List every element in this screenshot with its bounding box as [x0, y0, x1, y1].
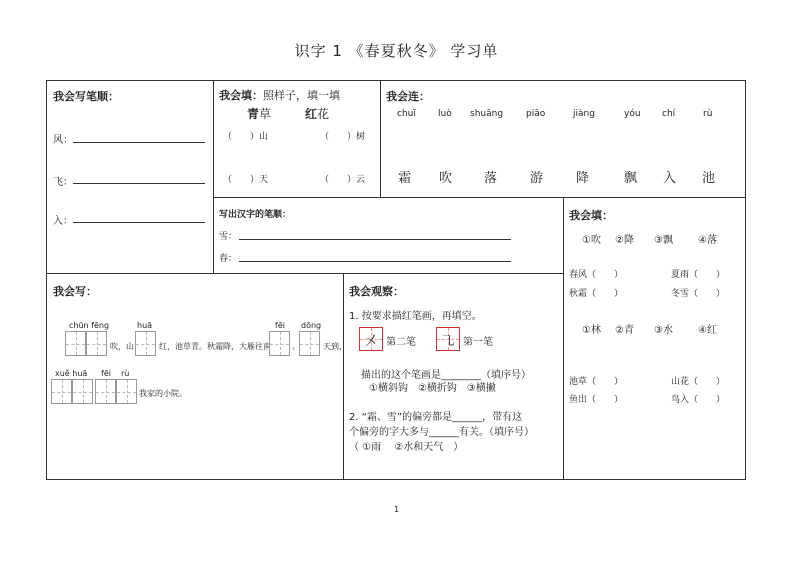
example-char-bold: 红 — [305, 107, 318, 121]
option: ①林 — [582, 325, 601, 336]
write-heading: 我会写： — [53, 285, 97, 298]
write-order-heading: 我会写笔顺： — [53, 90, 119, 103]
divider — [47, 273, 563, 274]
stroke-order-answer-line[interactable] — [239, 239, 511, 240]
trace-char: ㇈ — [440, 332, 456, 350]
fill-blank[interactable]: （ ）山 — [223, 132, 269, 142]
example-char: 花 — [317, 107, 330, 121]
observe-options: ①横斜钩 ②横折钩 ③横撇 — [369, 383, 496, 394]
trace-char: 㐅 — [363, 332, 379, 350]
connect-pinyin[interactable]: yóu — [624, 109, 641, 119]
divider — [563, 197, 564, 480]
connect-char[interactable]: 落 — [484, 171, 498, 186]
connect-heading: 我会连： — [386, 90, 430, 103]
choose-blank[interactable]: 山花（ ） — [671, 377, 726, 387]
stroke-order-answer-line[interactable] — [239, 261, 511, 262]
worksheet-table — [46, 80, 746, 480]
write-order-answer-line[interactable] — [73, 222, 205, 223]
page-title: 识字 1 《春夏秋冬》 学习单 — [294, 42, 499, 60]
observe-heading: 我会观察： — [349, 285, 404, 298]
trace-label: 第一笔 — [463, 337, 493, 348]
choose-blank[interactable]: 春风（ ） — [569, 270, 624, 280]
connect-pinyin[interactable]: shuāng — [470, 109, 504, 119]
observe-question[interactable]: 个偏旁的字大多与______有关。（填序号） — [349, 427, 534, 438]
divider — [343, 273, 344, 480]
trace-label: 第二笔 — [386, 337, 416, 348]
connect-pinyin[interactable]: piāo — [526, 109, 546, 119]
write-text: 吹，山 — [110, 342, 134, 351]
writing-grid-box[interactable] — [86, 331, 107, 356]
writing-grid-box[interactable] — [51, 379, 72, 404]
option: ④红 — [698, 325, 717, 336]
divider — [213, 81, 214, 273]
option: ④落 — [698, 235, 717, 246]
writing-grid-box[interactable] — [269, 331, 290, 356]
observe-question: 1. 按要求描红笔画，再填空。 — [349, 311, 482, 322]
example-char: 草 — [259, 107, 272, 121]
write-order-label: 风： — [53, 135, 73, 146]
write-order-answer-line[interactable] — [73, 142, 205, 143]
connect-char[interactable]: 吹 — [439, 171, 453, 186]
page-number: 1 — [393, 505, 400, 514]
fill-choose-heading: 我会填： — [569, 209, 613, 222]
connect-char[interactable]: 降 — [576, 171, 590, 186]
pinyin-label: chūn fēng — [69, 321, 110, 330]
writing-grid-box[interactable] — [135, 331, 156, 356]
choose-blank[interactable]: 夏雨（ ） — [671, 270, 726, 280]
stroke-order-label: 雪： — [219, 232, 238, 242]
trace-stroke-box[interactable] — [359, 327, 383, 351]
option: ②降 — [615, 235, 634, 246]
connect-char[interactable]: 池 — [702, 171, 716, 186]
example-word — [305, 105, 329, 122]
trace-stroke-box[interactable] — [436, 327, 460, 351]
option: ③飘 — [654, 235, 673, 246]
write-text: 红，池草青。秋霜降，大雁往南 — [159, 342, 271, 351]
write-order-answer-line[interactable] — [73, 183, 205, 184]
pinyin-label: fēi — [101, 369, 111, 378]
writing-grid-box[interactable] — [116, 379, 137, 404]
connect-pinyin[interactable]: rù — [703, 109, 713, 119]
writing-grid-box[interactable] — [95, 379, 116, 404]
writing-grid-box[interactable] — [72, 379, 93, 404]
choose-blank[interactable]: 鸟入（ ） — [671, 395, 726, 405]
choose-blank[interactable]: 池草（ ） — [569, 377, 624, 387]
pinyin-label: dōng — [301, 321, 322, 330]
pinyin-label: rù — [121, 369, 130, 378]
connect-char[interactable]: 游 — [530, 171, 544, 186]
stroke-order-heading: 写出汉字的笔顺： — [219, 210, 292, 220]
write-text: 天到， — [323, 342, 347, 351]
example-char-bold: 青 — [247, 107, 260, 121]
write-text: 我家的小院。 — [139, 389, 187, 398]
write-order-label: 飞： — [53, 177, 73, 188]
connect-pinyin[interactable]: jiàng — [573, 109, 595, 119]
connect-pinyin[interactable]: chí — [662, 109, 676, 119]
pinyin-label: xuě huā — [55, 369, 88, 378]
divider — [213, 197, 746, 198]
writing-grid-box[interactable] — [299, 331, 320, 356]
connect-char[interactable]: 入 — [663, 171, 677, 186]
fill-blank[interactable]: （ ）天 — [223, 175, 269, 185]
write-order-label: 入： — [53, 216, 73, 227]
connect-char[interactable]: 飘 — [624, 171, 638, 186]
connect-pinyin[interactable]: luò — [438, 109, 452, 119]
option: ①吹 — [582, 235, 601, 246]
pinyin-label: fēi — [275, 321, 285, 330]
choose-blank[interactable]: 秋霜（ ） — [569, 289, 624, 299]
choose-blank[interactable]: 鱼出（ ） — [569, 395, 624, 405]
connect-pinyin[interactable]: chuī — [397, 109, 416, 119]
fill-blank[interactable]: （ ）云 — [320, 175, 366, 185]
option: ②青 — [615, 325, 634, 336]
observe-fill[interactable]: 描出的这个笔画是________（填序号） — [361, 370, 531, 381]
fill-imitate-header — [219, 87, 340, 103]
fill-blank[interactable]: （ ）树 — [320, 132, 366, 142]
divider — [380, 81, 381, 197]
example-word — [247, 105, 271, 122]
stroke-order-label: 春： — [219, 254, 238, 264]
observe-question[interactable]: 2. “霜、雪”的偏旁都是______，带有这 — [349, 412, 523, 423]
fill-imitate-instruction: 照样子，填一填 — [263, 89, 340, 102]
option: ③水 — [654, 325, 673, 336]
fill-imitate-heading: 我会填： — [219, 89, 263, 102]
writing-grid-box[interactable] — [65, 331, 86, 356]
pinyin-label: huā — [137, 321, 153, 330]
observe-options: （ ①雨 ②水和天气 ） — [349, 442, 464, 453]
choose-blank[interactable]: 冬雪（ ） — [671, 289, 726, 299]
write-text: 。 — [292, 342, 300, 351]
connect-char[interactable]: 霜 — [398, 171, 412, 186]
